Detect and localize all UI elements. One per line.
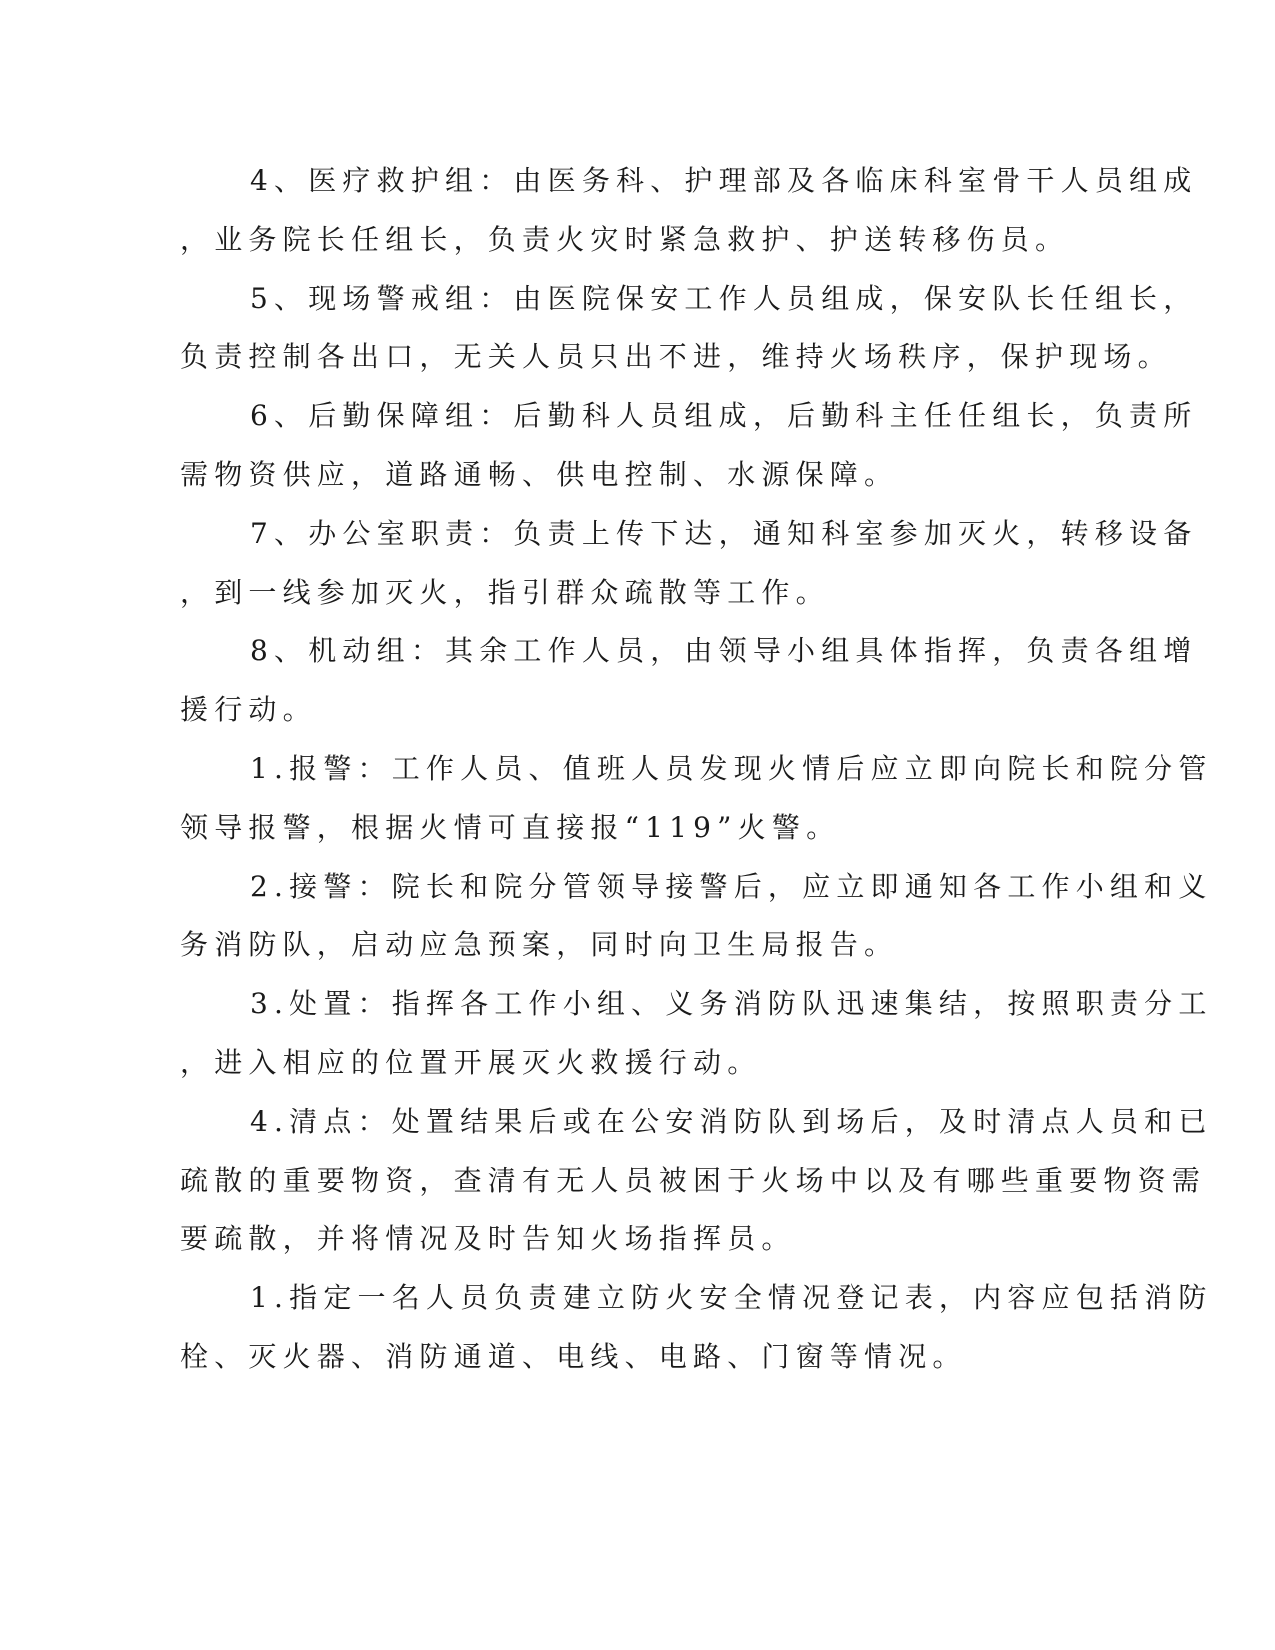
text-line: ，到一线参加灭火，指引群众疏散等工作。 (180, 576, 830, 609)
text-line: 要疏散，并将情况及时告知火场指挥员。 (180, 1222, 796, 1255)
text-line: 栓、灭火器、消防通道、电线、电路、门窗等情况。 (180, 1340, 967, 1373)
text-line: 4、医疗救护组：由医务科、护理部及各临床科室骨干人员组成 (250, 164, 1198, 197)
text-line: 援行动。 (180, 693, 317, 726)
text-line: 2.接警：院长和院分管领导接警后，应立即通知各工作小组和义 (250, 870, 1213, 903)
text-line: 8、机动组：其余工作人员，由领导小组具体指挥，负责各组增 (250, 634, 1198, 667)
text-line: ，进入相应的位置开展灭火救援行动。 (180, 1046, 762, 1079)
text-line: 3.处置：指挥各工作小组、义务消防队迅速集结，按照职责分工 (250, 987, 1213, 1020)
text-line: 6、后勤保障组：后勤科人员组成，后勤科主任任组长，负责所 (250, 399, 1198, 432)
text-line: 5、现场警戒组：由医院保安工作人员组成，保安队长任组长， (250, 282, 1198, 315)
text-line: 1.报警：工作人员、值班人员发现火情后应立即向院长和院分管 (250, 752, 1213, 785)
text-line: 负责控制各出口，无关人员只出不进，维持火场秩序，保护现场。 (180, 340, 1172, 373)
text-line: 务消防队，启动应急预案，同时向卫生局报告。 (180, 928, 899, 961)
text-line: 1.指定一名人员负责建立防火安全情况登记表，内容应包括消防 (250, 1281, 1213, 1314)
text-line: 需物资供应，道路通畅、供电控制、水源保障。 (180, 458, 899, 491)
text-line: 疏散的重要物资，查清有无人员被困于火场中以及有哪些重要物资需 (180, 1164, 1207, 1197)
text-line: 4.清点：处置结果后或在公安消防队到场后，及时清点人员和已 (250, 1105, 1213, 1138)
text-line: ，业务院长任组长，负责火灾时紧急救护、护送转移伤员。 (180, 223, 1070, 256)
text-line: 领导报警，根据火情可直接报“119”火警。 (180, 811, 841, 844)
text-line: 7、办公室职责：负责上传下达，通知科室参加灭火，转移设备 (250, 517, 1198, 550)
